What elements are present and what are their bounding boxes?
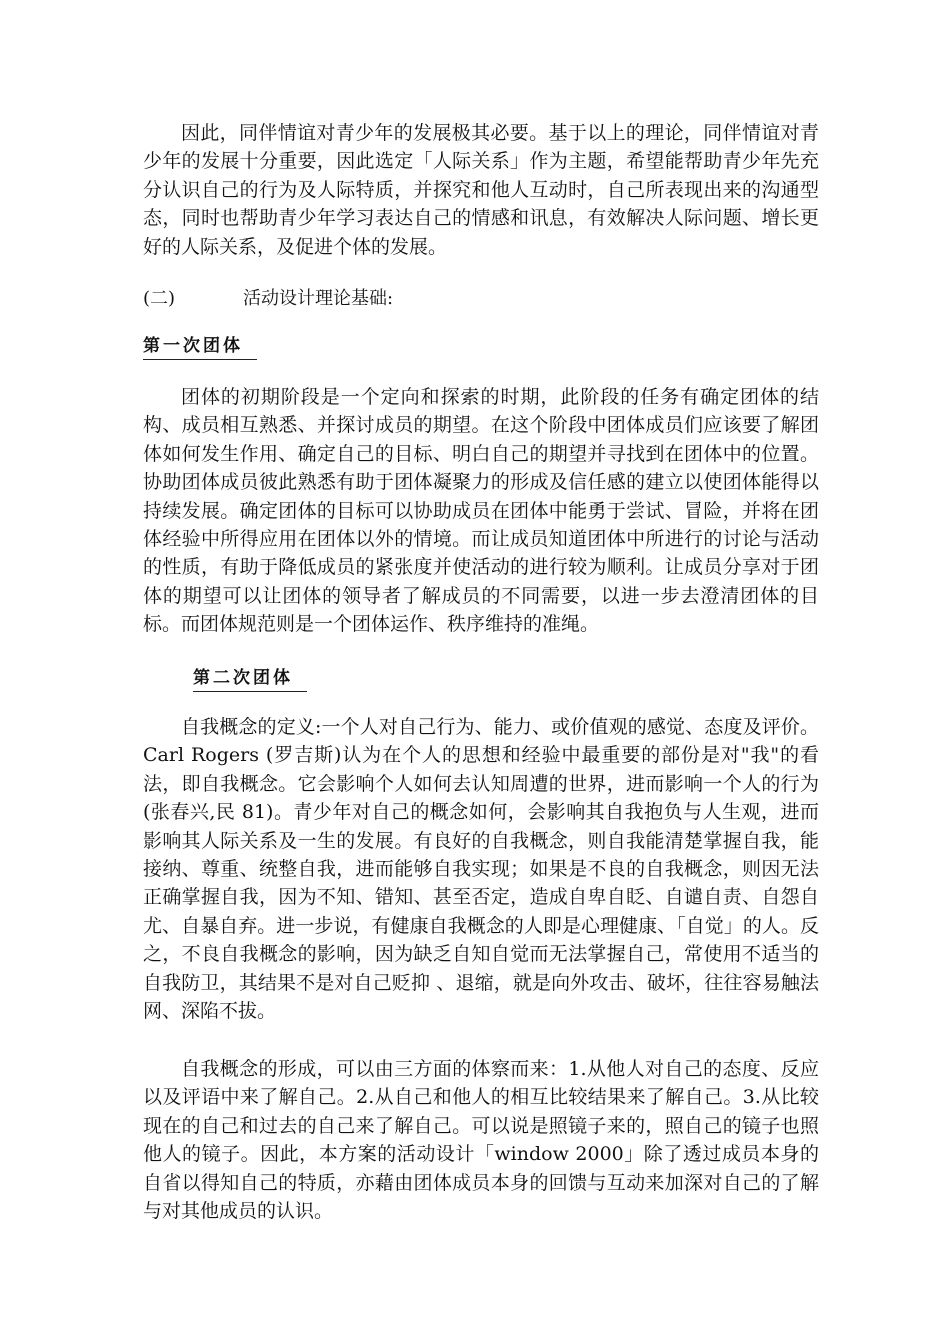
- section-title: 活动设计理论基础:: [243, 288, 394, 309]
- session-1-paragraph: 团体的初期阶段是一个定向和探索的时期，此阶段的任务有确定团体的结构、成员相互熟悉、并探讨成员的期望。在这个阶段中团体成员们应该要了解团体如何发生作用、确定自己的目标、明白自己的期望并寻找到在团体中的位置。协助团体成员彼此熟悉有助于团体凝聚力的形成及信任感的建立以使团体能得以持续发展。确定团体的目标可以协助成员在团体中能勇于尝试、冒险，并将在团体经验中所得应用在团体以外的情境。而让成员知道团体中所进行的讨论与活动的性质，有助于降低成员的紧张度并使活动的进行较为顺利。让成员分享对于团体的期望可以让团体的领导者了解成员的不同需要，以进一步去澄清团体的目标。而团体规范则是一个团体运作、秩序维持的准绳。: [143, 386, 819, 636]
- session-2-heading: 第二次团体: [193, 667, 307, 692]
- section-heading: [143, 286, 393, 312]
- session-2-paragraph-1: 自我概念的定义:一个人对自己行为、能力、或价值观的感觉、态度及评价。Carl Rogers (罗吉斯)认为在个人的思想和经验中最重要的部份是对"我"的看法，即自我概念。它会影响个人如何去认知周遭的世界，进而影响一个人的行为(张春兴,民 81)。青少年对自己的概念如何，会影响其自我抱负与人生观，进而影响其人际关系及一生的发展。有良好的自我概念，则自我能清楚掌握自我，能接纳、尊重、统整自我，进而能够自我实现；如果是不良的自我概念，则因无法正确掌握自我，因为不知、错知、甚至否定，造成自卑自眨、自谴自责、自怨自尤、自暴自弃。进一步说，有健康自我概念的人即是心理健康、「自觉」的人。反之，不良自我概念的影响，因为缺乏自知自觉而无法掌握自己，常使用不适当的自我防卫，其结果不是对自己贬抑 、退缩，就是向外攻击、破坏，往往容易触法网、深陷不拔。: [143, 716, 819, 1023]
- session-2-paragraph-2: 自我概念的形成，可以由三方面的体察而来：1.从他人对自己的态度、反应以及评语中来了解自己。2.从自己和他人的相互比较结果来了解自己。3.从比较现在的自己和过去的自己来了解自己。可以说是照镜子来的，照自己的镜子也照他人的镜子。因此，本方案的活动设计「window 2000」除了透过成员本身的自省以得知自己的特质，亦藉由团体成员本身的回馈与互动来加深对自己的了解与对其他成员的认识。: [143, 1058, 819, 1223]
- intro-paragraph: 因此，同伴情谊对青少年的发展极其必要。基于以上的理论，同伴情谊对青少年的发展十分重要，因此选定「人际关系」作为主题，希望能帮助青少年先充分认识自己的行为及人际特质，并探究和他人互动时，自己所表现出来的沟通型态，同时也帮助青少年学习表达自己的情感和讯息，有效解决人际问题、增长更好的人际关系，及促进个体的发展。: [143, 122, 819, 258]
- section-number: (二): [143, 288, 176, 309]
- session-1-heading: 第一次团体: [143, 335, 257, 360]
